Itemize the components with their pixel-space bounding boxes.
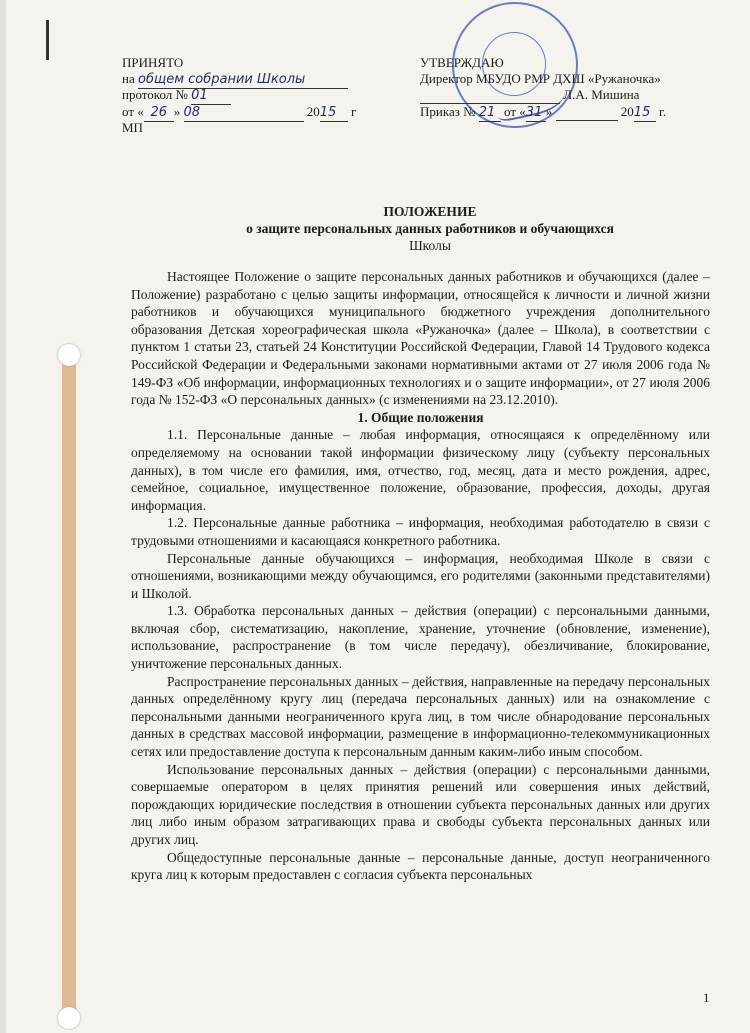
section-heading: 1. Общие положения [357,409,484,425]
handwritten-day: 26 [144,104,174,122]
title-line-3: Школы [409,238,451,253]
director-name-line: Л.А. Мишина [420,86,639,104]
paragraph-public-data: Общедоступные персональные данные – персональные данные, доступ неограниченного круга лиц к которым предоставлен с согласия субъекта персональных [131,849,710,883]
handwritten-protocol-number: 01 [191,87,231,105]
paragraph-1-2: 1.2. Персональные данные работника – информация, необходимая работодателю в связи с трудовыми отношениями и касающаяся конкретного работника. [131,515,710,548]
protocol-line: протокол № 01 [122,86,231,105]
handwritten-month: 08 [184,104,304,122]
punch-hole-bottom [58,1007,80,1029]
document-body [131,268,710,884]
handwritten-body: общем собрании Школы [138,71,348,89]
handwritten-order-day: 31 [526,104,546,122]
accepted-by-line: на общем собрании Школы [122,70,348,89]
paragraph-1-1: 1.1. Персональные данные – любая информация, относящаяся к определённому или определяемому на основании такой информации физическому лицу (субъекту персональных данных), в том числе его фамилия, имя, отчество, год, месяц, дата и место рождения, адрес, семейное, социальное, имущественное положение, образование, профессия, доходы, другая информация. [131,427,710,513]
document-title [150,203,710,254]
paragraph-usage: Использование персональных данных – действия (операции) с персональными данными, совершаемые оператором в целях принятия решений или совершения иных действий, порождающих юридические последствия в отношении субъекта персональных данных или других лиц либо иным образом затрагивающих права и свободы субъекта персональных данных или других лиц. [131,761,710,847]
title-line-1: ПОЛОЖЕНИЕ [383,204,477,219]
tape-strip [62,352,76,1024]
protocol-date-line: от « 26 » 08 2015 г [122,104,357,120]
paragraph-students-data: Персональные данные обучающихся – информация, необходимая Школе в связи с отношениями, возникающими между обучающимся, его родителями (законными представителями) и Школой. [131,550,710,601]
order-line: Приказ № 21 от «31 » 2015 г. [420,104,667,120]
director-line: Директор МБУДО РМР ДХШ «Ружаночка» [420,71,661,86]
handwritten-year: 15 [320,104,348,122]
page-number: 1 [703,990,710,1005]
punch-hole-top [58,344,80,366]
approved-label: УТВЕРЖДАЮ [420,55,504,70]
handwritten-order-number: 21 [479,104,501,122]
accepted-label: ПРИНЯТО [122,55,184,70]
handwritten-order-year: 15 [634,104,656,122]
title-line-2: о защите персональных данных работников и обучающихся [246,221,614,236]
paragraph-1-3: 1.3. Обработка персональных данных – действия (операции) с персональными данными, включая сбор, систематизацию, накопление, хранение, уточнение (обновление, изменение), использование, распространение (в том числе передачу), обезличивание, блокирование, уничтожение персональных данных. [131,603,710,672]
scan-edge [0,0,6,1033]
paragraph-distribution: Распространение персональных данных – действия, направленные на передачу персональных данных определённому кругу лиц (передача персональных данных) или на ознакомление с персональными данными неограниченного круга лиц, в том числе обнародование персональных данных в средствах массовой информации, размещение в информационно-телекоммуникационных сетях или предоставление доступа к персональным данным каким-либо иным способом. [131,673,710,760]
seal-label: МП [122,120,143,135]
seal-text [454,4,576,18]
intro-paragraph: Настоящее Положение о защите персональных данных работников и обучающихся (далее – Положение) разработано с целью защиты информации, относящейся к личности и личной жизни работников и обучающихся муниципального бюджетного учреждения дополнительного образования Детская хореографическая школа «Ружаночка» (далее – Школа), в соответствии с пунктом 1 статьи 23, статьей 24 Конституции Российской Федерации, Главой 14 Трудового кодекса Российской Федерации и Федеральными законами нормативными актами от 27 июля 2006 года № 149-ФЗ «Об информации, информационных технологиях и о защите информации», от 27 июля 2006 года № 152-ФЗ «О персональных данных» (с изменениями на 23.12.2010). [131,269,710,408]
binder-mark [46,20,49,60]
